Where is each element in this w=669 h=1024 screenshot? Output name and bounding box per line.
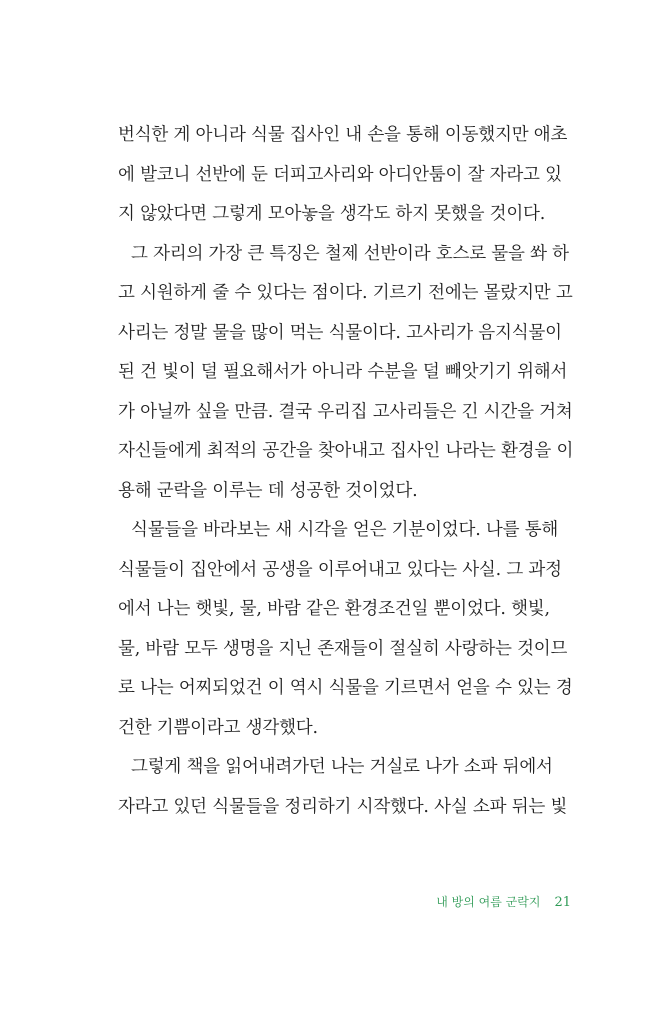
text-line: 고 시원하게 줄 수 있다는 점이다. 기르기 전에는 몰랐지만 고 (118, 283, 573, 303)
text-line: 자라고 있던 식물들을 정리하기 시작했다. 사실 소파 뒤는 빛 (118, 796, 568, 817)
paragraph-first-line: 그렇게 책을 읽어내려가던 나는 거실로 나가 소파 뒤에서 (131, 757, 553, 777)
text-line: 식물들이 집안에서 공생을 이루어내고 있다는 사실. 그 과정 (118, 559, 562, 580)
text-line: 물, 바람 모두 생명을 지닌 존재들이 절실히 사랑하는 것이므 (118, 638, 568, 659)
page-footer (436, 893, 571, 910)
text-line: 번식한 게 아니라 식물 집사인 내 손을 통해 이동했지만 애초 (118, 125, 568, 145)
text-line: 에 발코니 선반에 둔 더피고사리와 아디안툼이 잘 자라고 있 (118, 164, 562, 185)
text-line: 된 건 빛이 덜 필요해서가 아니라 수분을 덜 빼앗기기 위해서 (118, 362, 568, 382)
text-line: 자신들에게 최적의 공간을 찾아내고 집사인 나라는 환경을 이 (118, 441, 574, 461)
text-line: 가 아닐까 싶을 만큼. 결국 우리집 고사리들은 긴 시간을 거쳐 (118, 401, 573, 422)
text-line: 에서 나는 햇빛, 물, 바람 같은 환경조건일 뿐이었다. 햇빛, (118, 599, 550, 619)
running-title: 내 방의 여름 군락지 (436, 895, 541, 909)
text-line: 지 않았다면 그렇게 모아놓을 생각도 하지 못했을 것이다. (118, 204, 546, 224)
text-line: 사리는 정말 물을 많이 먹는 식물이다. 고사리가 음지식물이 (118, 322, 562, 343)
paragraph-first-line: 그 자리의 가장 큰 특징은 철제 선반이라 호스로 물을 쏴 하 (131, 243, 569, 264)
page-number: 21 (554, 895, 571, 910)
text-line: 건한 기쁨이라고 생각했다. (118, 717, 318, 738)
text-line: 로 나는 어찌되었건 이 역시 식물을 기르면서 얻을 수 있는 경 (118, 678, 573, 698)
paragraph-first-line: 식물들을 바라보는 새 시각을 얻은 기분이었다. 나를 통해 (131, 520, 559, 540)
body-text (118, 116, 574, 827)
text-line: 용해 군락을 이루는 데 성공한 것이었다. (118, 480, 418, 501)
